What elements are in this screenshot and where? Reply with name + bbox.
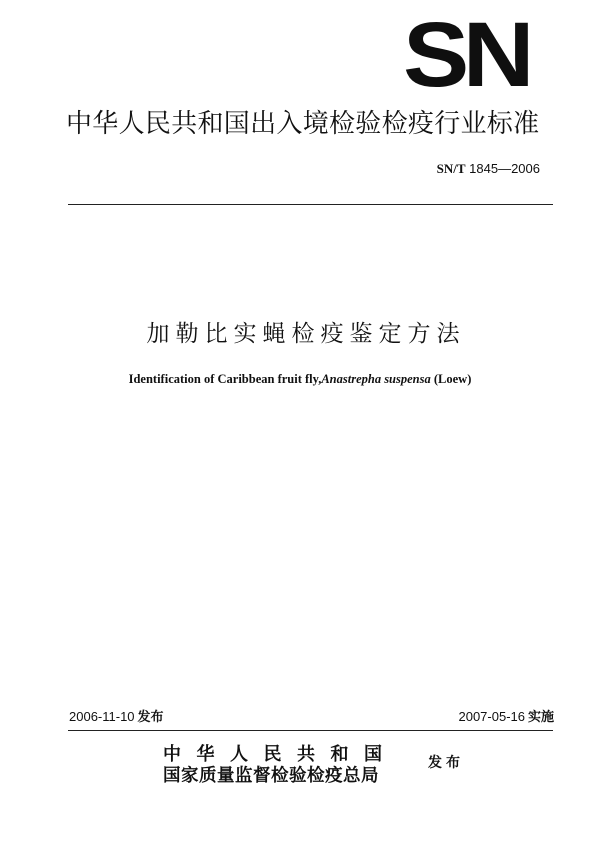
effective-date	[458, 708, 554, 727]
org-title: 中华人民共和国出入境检验检疫行业标准	[66, 109, 540, 139]
issuer-country: 中华人民共和国	[163, 744, 398, 765]
standard-code-number: 1845—2006	[469, 161, 540, 176]
issue-date-label: 发布	[137, 710, 164, 725]
issue-date-value: 2006-11-10	[69, 709, 135, 724]
subtitle-species-name: Anastrepha suspensa	[321, 372, 431, 386]
subtitle-part-1: Identification of Caribbean fruit fly,	[128, 372, 322, 386]
document-title: 加勒比实蝇检疫鉴定方法	[146, 321, 466, 347]
issuer-agency: 国家质量监督检验检疫总局	[163, 766, 379, 786]
standard-code-prefix: SN/T	[436, 161, 466, 176]
bottom-divider	[68, 730, 553, 731]
top-divider	[68, 204, 553, 205]
document-subtitle-en	[0, 370, 600, 388]
standard-code	[437, 160, 540, 178]
sn-logo: SN	[403, 4, 529, 106]
issue-date	[69, 708, 164, 727]
effective-date-value: 2007-05-16	[458, 709, 525, 724]
subtitle-part-2: (Loew)	[433, 372, 472, 386]
issuer-publish-label: 发布	[428, 755, 464, 771]
effective-date-label: 实施	[527, 710, 554, 725]
